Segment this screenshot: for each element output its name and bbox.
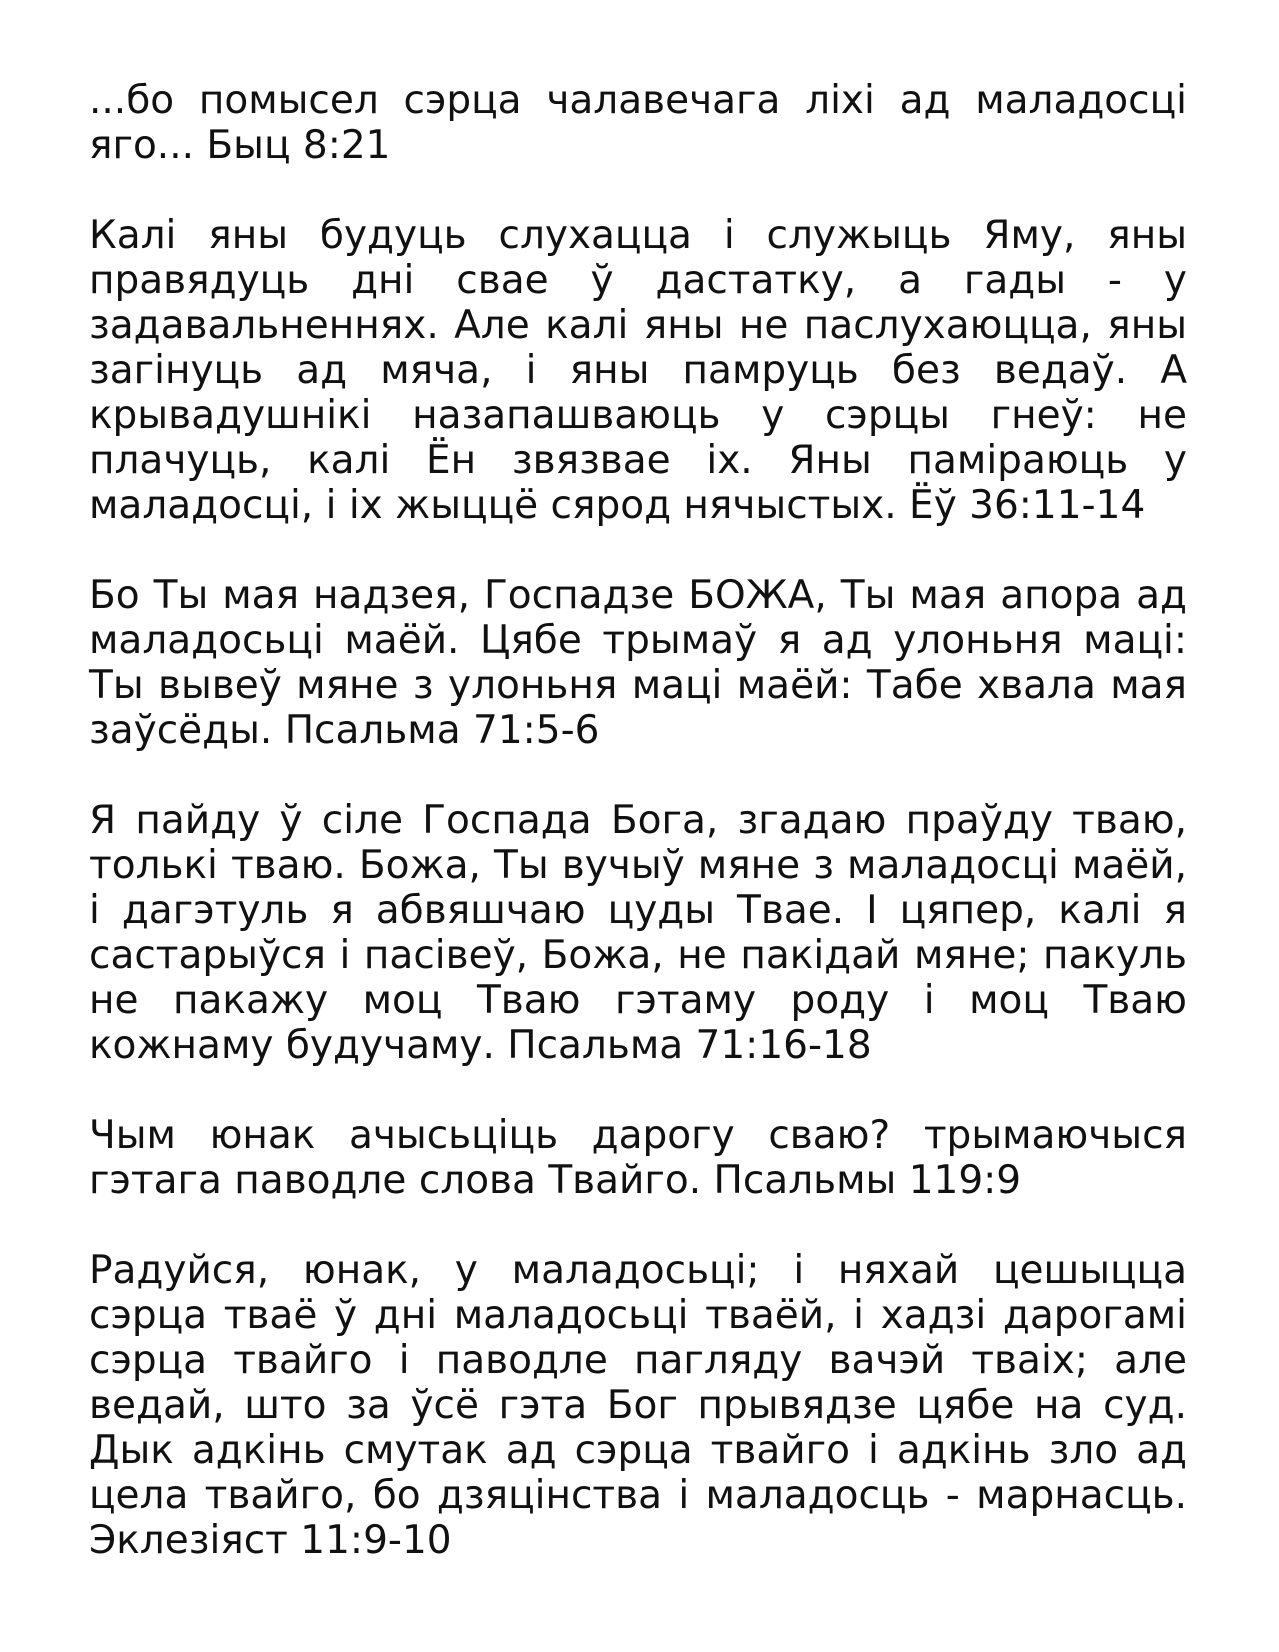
- paragraph-ecclesiastes-11-9-10: Радуйся, юнак, у маладосьці; і няхай цешыцца сэрца тваё ў дні маладосьці тваёй, і хадзі дарогамі сэрца твайго і паводле пагляду вачэй тваіх; але ведай, што за ўсё гэта Бог прывядзе цябе на суд. Дык адкінь смутак ад сэрца твайго і адкінь зло ад цела твайго, бо дзяцінства і маладосць - марнасць. Эклезіяст 11:9-10: [89, 1248, 1187, 1563]
- paragraph-psalm-71-16-18: Я пайду ў сіле Госпада Бога, згадаю праўду тваю, толькі тваю. Божа, Ты вучыў мяне з маладосці маёй, і дагэтуль я абвяшчаю цуды Твае. І цяпер, калі я састарыўся і пасівеў, Божа, не пакідай мяне; пакуль не пакажу моц Тваю гэтаму роду і моц Тваю кожнаму будучаму. Псальма 71:16-18: [89, 798, 1187, 1068]
- paragraph-psalm-119-9: Чым юнак ачысьціць дарогу сваю? трымаючыся гэтага паводле слова Твайго. Псальмы 119:9: [89, 1113, 1187, 1203]
- paragraph-job-36-11-14: Калі яны будуць слухацца і служыць Яму, яны правядуць дні свае ў дастатку, а гады - у задавальненнях. Але калі яны не паслухаюцца, яны загінуць ад мяча, і яны памруць без ведаў. А крывадушнікі назапашваюць у сэрцы гнеў: не плачуць, калі Ён звязвае іх. Яны паміраюць у маладосці, і іх жыццё сярод нячыстых. Ёў 36:11-14: [89, 213, 1187, 528]
- paragraph-psalm-71-5-6: Бо Ты мая надзея, Госпадзе БОЖА, Ты мая апора ад маладосьці маёй. Цябе трымаў я ад улоньня маці: Ты вывеў мяне з улоньня маці маёй: Табе хвала мая заўсёды. Псальма 71:5-6: [89, 573, 1187, 753]
- paragraph-genesis-8-21: ...бо помысел сэрца чалавечага ліхі ад маладосці яго... Быц 8:21: [89, 78, 1187, 168]
- document-page: [89, 78, 1187, 1563]
